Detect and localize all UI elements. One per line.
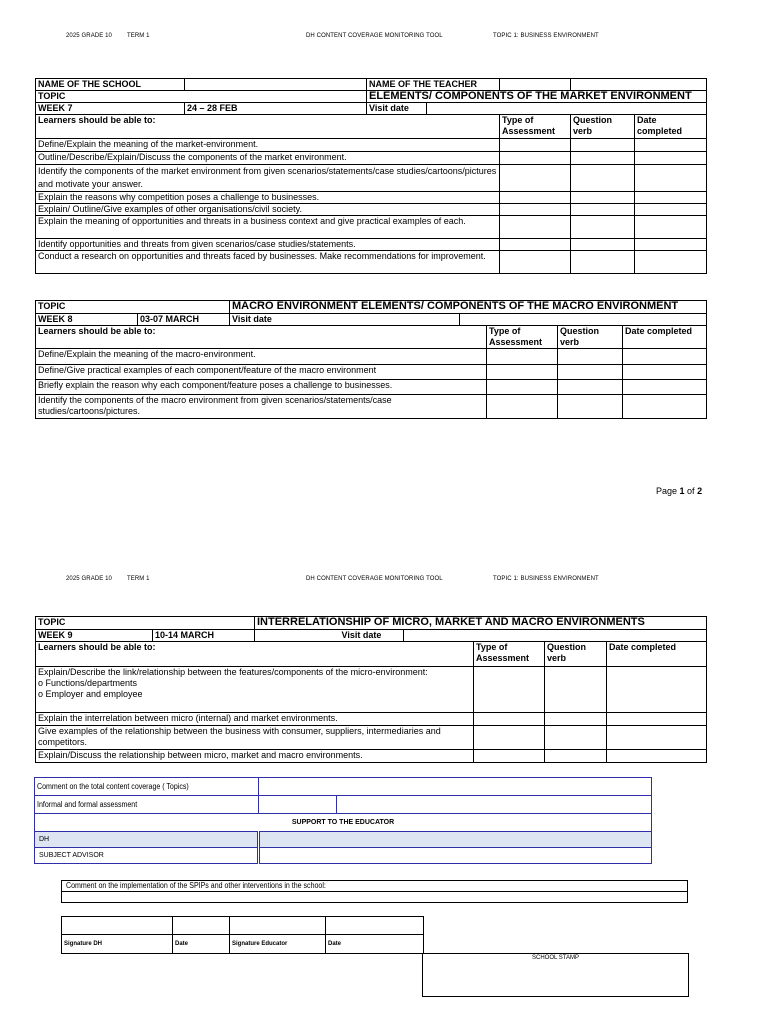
week-dates: 24 – 28 FEB [185, 103, 367, 115]
table-row [36, 395, 707, 419]
outcome-text: Explain the meaning of opportunities and threats in a business context and give practical examples of each. [36, 216, 500, 239]
teacher-label: NAME OF THE TEACHER [367, 79, 500, 91]
outcome-text: Identify the components of the market environment from given scenarios/statements/case studies/cartoons/pictures and motivate your answer. [36, 165, 500, 192]
table-row [36, 380, 707, 395]
date-cell[interactable] [607, 713, 707, 726]
date-label-2: Date [326, 935, 424, 954]
week-dates: 03-07 MARCH [138, 314, 230, 326]
support-header: SUPPORT TO THE EDUCATOR [35, 814, 652, 832]
header-term: TERM 1 [127, 33, 150, 39]
type-cell[interactable] [500, 152, 571, 165]
signature-dh-label: Signature DH [62, 935, 173, 954]
verb-cell[interactable] [571, 239, 635, 251]
date-completed-header: Date completed [635, 115, 707, 139]
question-verb-header: Question verb [571, 115, 635, 139]
visit-spacer [255, 630, 340, 642]
date-cell[interactable] [607, 667, 707, 713]
date-completed-header: Date completed [607, 642, 707, 667]
type-cell[interactable] [487, 395, 558, 419]
week-label: WEEK 7 [36, 103, 185, 115]
type-cell[interactable] [500, 204, 571, 216]
verb-cell[interactable] [571, 192, 635, 204]
topic-value: ELEMENTS/ COMPONENTS OF THE MARKET ENVIRONMENT [367, 91, 707, 103]
type-cell[interactable] [474, 750, 545, 763]
table-row [36, 726, 707, 750]
table-row [36, 349, 707, 365]
teacher-value[interactable] [571, 79, 707, 91]
outcome-text: Identify the components of the macro environment from given scenarios/statements/case studies/cartoons/pictures. [36, 395, 487, 419]
table-row [36, 204, 707, 216]
outcomes-header: Learners should be able to: [36, 642, 474, 667]
signature-educator-label: Signature Educator [230, 935, 326, 954]
date-cell[interactable] [623, 380, 707, 395]
header-topic: TOPIC 1: BUSINESS ENVIRONMENT [493, 33, 599, 39]
outcome-text: Conduct a research on opportunities and threats faced by businesses. Make recommendations for improvement. [36, 251, 500, 274]
type-assessment-header: Type of Assessment [500, 115, 571, 139]
type-cell[interactable] [474, 713, 545, 726]
table-row [36, 750, 707, 763]
date-label-1: Date [173, 935, 230, 954]
visit-date-label: Visit date [367, 103, 427, 115]
outcome-text: Explain the interrelation between micro (internal) and market environments. [36, 713, 474, 726]
school-stamp-box [422, 953, 689, 997]
type-cell[interactable] [500, 239, 571, 251]
date-cell[interactable] [635, 239, 707, 251]
week-label: WEEK 8 [36, 314, 138, 326]
assessment-field-b[interactable] [337, 796, 652, 814]
type-cell[interactable] [500, 139, 571, 152]
type-cell[interactable] [487, 349, 558, 365]
date-cell[interactable] [623, 365, 707, 380]
header-tool-title: DH CONTENT COVERAGE MONITORING TOOL [306, 33, 443, 39]
dh-label: DH [35, 832, 259, 848]
outcome-text: Identify opportunities and threats from given scenarios/case studies/statements. [36, 239, 500, 251]
outcome-text: Define/Explain the meaning of the macro-environment. [36, 349, 487, 365]
visit-divider [403, 629, 404, 642]
date2-space[interactable] [326, 917, 424, 935]
type-cell[interactable] [474, 726, 545, 750]
topic-label: TOPIC [36, 617, 255, 630]
date-cell[interactable] [635, 251, 707, 274]
page-number: Page 1 of 2 [656, 486, 703, 496]
verb-cell[interactable] [558, 380, 623, 395]
topic-value: MACRO ENVIRONMENT ELEMENTS/ COMPONENTS OF THE MACRO ENVIRONMENT [230, 301, 707, 314]
week-dates: 10-14 MARCH [153, 630, 255, 642]
sig-educator-space[interactable] [230, 917, 326, 935]
subject-advisor-field[interactable] [259, 848, 652, 864]
summary-table [34, 777, 652, 864]
verb-cell[interactable] [571, 204, 635, 216]
outcome-text: Briefly explain the reason why each component/feature poses a challenge to businesses. [36, 380, 487, 395]
topic-label: TOPIC [36, 91, 367, 103]
date-cell[interactable] [607, 750, 707, 763]
dh-field[interactable] [259, 832, 652, 848]
date-cell[interactable] [635, 152, 707, 165]
table-row [36, 139, 707, 152]
type-cell[interactable] [474, 667, 545, 713]
verb-cell[interactable] [558, 395, 623, 419]
verb-cell[interactable] [545, 726, 607, 750]
outcome-text: Outline/Describe/Explain/Discuss the components of the market environment. [36, 152, 500, 165]
table-row [36, 365, 707, 380]
verb-cell[interactable] [558, 349, 623, 365]
date-cell[interactable] [623, 349, 707, 365]
table-row [36, 251, 707, 274]
date-cell[interactable] [623, 395, 707, 419]
school-label: NAME OF THE SCHOOL [36, 79, 185, 91]
assessment-label: Informal and formal assessment [35, 796, 259, 814]
visit-date-label: Visit date [340, 630, 707, 642]
outcome-text: Explain/Discuss the relationship between micro, market and macro environments. [36, 750, 474, 763]
verb-cell[interactable] [545, 750, 607, 763]
outcome-text: Define/Give practical examples of each component/feature of the macro environment [36, 365, 487, 380]
type-cell[interactable] [500, 192, 571, 204]
verb-cell[interactable] [571, 251, 635, 274]
date1-space[interactable] [173, 917, 230, 935]
outcomes-header: Learners should be able to: [36, 326, 487, 349]
week-label: WEEK 9 [36, 630, 153, 642]
outcome-text: Explain/Describe the link/relationship between the features/components of the micro-environment: o Functions/departments o Employer and employee [36, 667, 474, 713]
date-cell[interactable] [635, 139, 707, 152]
table-row [36, 165, 707, 192]
table-row [36, 713, 707, 726]
verb-cell[interactable] [545, 713, 607, 726]
type-cell[interactable] [487, 365, 558, 380]
sig-dh-space[interactable] [62, 917, 173, 935]
table-row [36, 192, 707, 204]
date-cell[interactable] [635, 165, 707, 192]
spip-table [61, 880, 688, 903]
school-stamp-label: SCHOOL STAMP [531, 955, 579, 961]
subject-advisor-label: SUBJECT ADVISOR [35, 848, 259, 864]
verb-cell[interactable] [571, 152, 635, 165]
coverage-comment-field[interactable] [259, 778, 652, 796]
outcome-text: Explain the reasons why competition poses a challenge to businesses. [36, 192, 500, 204]
visit-date-label: Visit date [230, 314, 460, 326]
visit-date-value[interactable] [427, 103, 707, 115]
coverage-comment-label: Comment on the total content coverage ( Topics) [35, 778, 259, 796]
verb-cell[interactable] [545, 667, 607, 713]
header-grade: 2025 GRADE 10 [66, 576, 112, 582]
assessment-field-a[interactable] [259, 796, 337, 814]
question-verb-header: Question verb [545, 642, 607, 667]
question-verb-header: Question verb [558, 326, 623, 349]
header-term: TERM 1 [127, 576, 150, 582]
header-grade: 2025 GRADE 10 [66, 33, 112, 39]
table-row [36, 667, 707, 713]
verb-cell[interactable] [571, 216, 635, 239]
date-completed-header: Date completed [623, 326, 707, 349]
type-cell[interactable] [487, 380, 558, 395]
type-assessment-header: Type of Assessment [474, 642, 545, 667]
header-topic: TOPIC 1: BUSINESS ENVIRONMENT [493, 576, 599, 582]
date-cell[interactable] [635, 216, 707, 239]
date-cell[interactable] [635, 204, 707, 216]
header-tool-title: DH CONTENT COVERAGE MONITORING TOOL [306, 576, 443, 582]
date-cell[interactable] [635, 192, 707, 204]
type-cell[interactable] [500, 251, 571, 274]
table-row [36, 239, 707, 251]
table-row [36, 152, 707, 165]
outcome-text: Give examples of the relationship between the business with consumer, suppliers, intermediaries and competitors. [36, 726, 474, 750]
type-cell[interactable] [500, 165, 571, 192]
date-cell[interactable] [607, 726, 707, 750]
spip-comment-field[interactable] [62, 892, 688, 903]
week7-table [35, 78, 707, 274]
outcome-text: Define/Explain the meaning of the market-environment. [36, 139, 500, 152]
spip-comment-label: Comment on the implementation of the SPIPs and other interventions in the school: [62, 881, 688, 892]
week8-table [35, 300, 707, 419]
type-assessment-header: Type of Assessment [487, 326, 558, 349]
verb-cell[interactable] [571, 165, 635, 192]
school-value[interactable] [185, 79, 367, 91]
outcomes-header: Learners should be able to: [36, 115, 500, 139]
verb-cell[interactable] [558, 365, 623, 380]
type-cell[interactable] [500, 216, 571, 239]
topic-value: INTERRELATIONSHIP OF MICRO, MARKET AND MACRO ENVIRONMENTS [255, 617, 707, 630]
verb-cell[interactable] [571, 139, 635, 152]
visit-date-value[interactable] [460, 314, 707, 326]
signature-table [61, 916, 424, 954]
topic-label: TOPIC [36, 301, 230, 314]
table-row [36, 216, 707, 239]
outcome-text: Explain/ Outline/Give examples of other organisations/civil society. [36, 204, 500, 216]
week9-table [35, 616, 707, 763]
teacher-value-a[interactable] [500, 79, 571, 91]
